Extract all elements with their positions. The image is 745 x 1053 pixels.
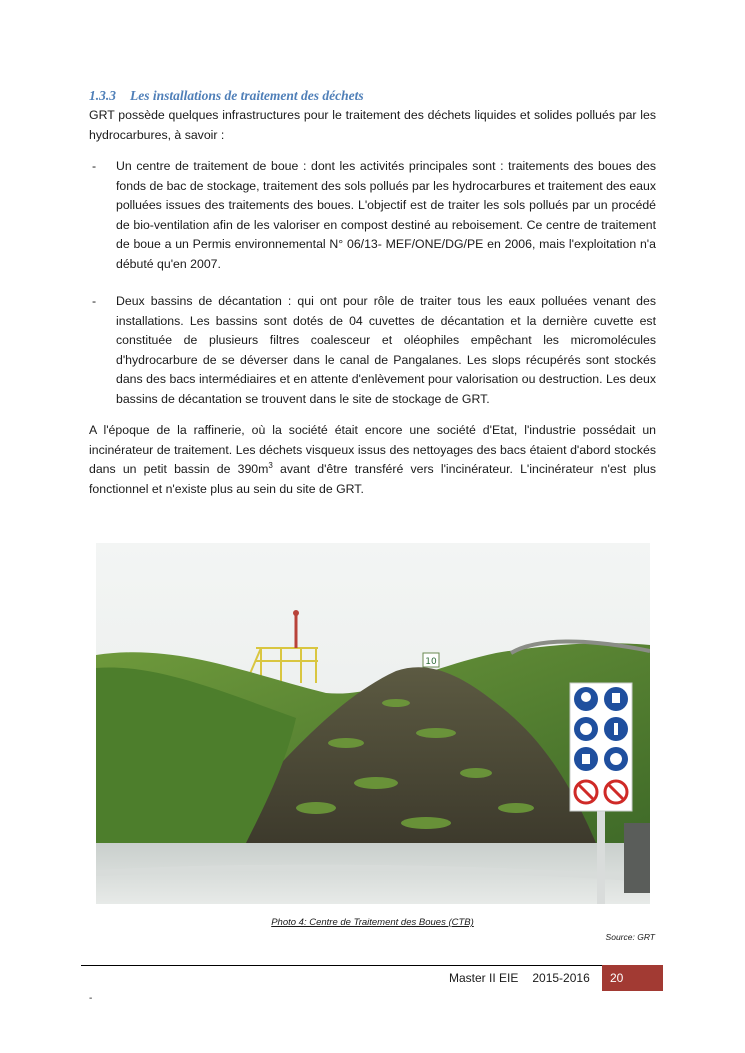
bullet-item [89, 292, 656, 409]
footer-program: Master II EIE [449, 971, 519, 985]
bullet-marker: - [92, 294, 97, 308]
section-number: 1.3.3 [89, 88, 116, 103]
closing-text-start: A l'époque de la raffinerie, où la société était encore une société d'Etat, l'industrie possédait un incinérateur de traitement. Les déchets visqueux issus des nettoyages des bacs étaient d'abord stockés dans un petit bassin de 390m [89, 423, 656, 476]
stray-mark: - [89, 993, 93, 1004]
closing-paragraph [89, 421, 656, 499]
section-heading [89, 88, 659, 104]
mound-sign-number: 10 [425, 657, 437, 667]
bullet-item [89, 157, 656, 274]
bullet-text: Un centre de traitement de boue : dont les activités principales sont : traitements des boues des fonds de bac de stockage, traitement des sols pollués par les hydrocarbures et traitement des eaux polluées issues des traitements des boues. L'objectif est de traiter les sols pollués par un procédé de bio-ventilation afin de les valoriser en compost destiné au reboisement. Ce centre de traitement de boue a un Permis environnemental N° 06/13- MEF/ONE/DG/PE en 2006, mais l'exploitation n'a débuté qu'en 2007. [116, 159, 657, 271]
photo-caption: Photo 4: Centre de Traitement des Boues (CTB) [271, 917, 474, 928]
photo-source: Source: GRT [605, 932, 655, 942]
bullet-marker: - [92, 159, 97, 173]
section-title: Les installations de traitement des déchets [130, 88, 364, 103]
photo-sludge-treatment-center [96, 543, 650, 904]
footer [449, 971, 590, 985]
footer-years: 2015-2016 [532, 971, 590, 985]
closing-text-end: avant d'être transféré vers l'incinérateur. L'incinérateur n'est plus fonctionnel et n'existe plus au sein du site de GRT. [89, 462, 656, 496]
bullet-text: Deux bassins de décantation : qui ont pour rôle de traiter tous les eaux polluées venant des installations. Les bassins sont dotés de 04 cuvettes de décantation et la dernière cuvette est constituée de plusieurs filtres coalesceur et oléophiles empêchant les micromolécules d'hydrocarbure de se déverser dans le canal de Pangalanes. Les slops récupérés sont stockés dans des bacs intermédiaires et en attente d'enlèvement pour valorisation ou destruction. Les deux bassins de décantation se trouvent dans le site de stockage de GRT. [116, 294, 656, 406]
footer-divider [81, 965, 663, 966]
page-number: 20 [602, 965, 663, 991]
intro-paragraph: GRT possède quelques infrastructures pour le traitement des déchets liquides et solides pollués par les hydrocarbures, à savoir : [89, 108, 656, 142]
superscript-3: 3 [268, 460, 273, 470]
